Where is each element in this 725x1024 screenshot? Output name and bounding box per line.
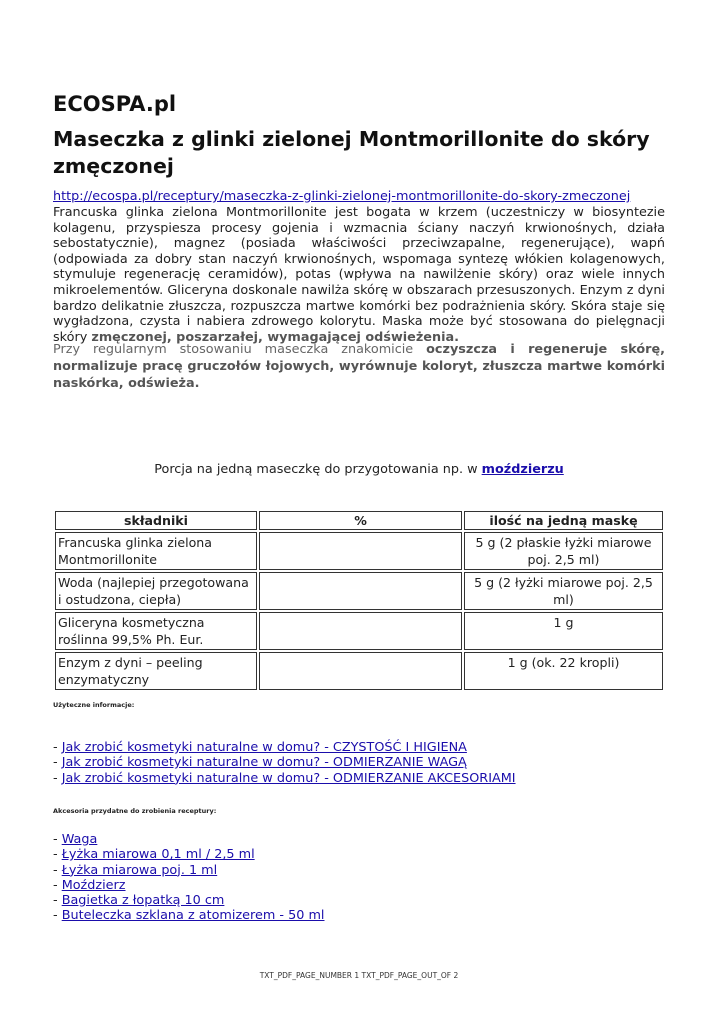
ingredient-name: Enzym z dyni – peeling enzymatyczny — [55, 652, 257, 690]
accessory-link[interactable]: Buteleczka szklana z atomizerem - 50 ml — [61, 908, 325, 924]
list-item: - Jak zrobić kosmetyki naturalne w domu? - ODMIERZANIE WAGĄ — [53, 755, 467, 771]
list-item: - Łyżka miarowa poj. 1 ml — [53, 862, 218, 878]
benefits-paragraph — [53, 341, 665, 392]
header-ingredients: składniki — [55, 511, 257, 530]
ingredient-amount: 1 g (ok. 22 kropli) — [464, 652, 663, 690]
accessory-link[interactable]: Łyżka miarowa poj. 1 ml — [61, 862, 218, 878]
list-item: - Buteleczka szklana z atomizerem - 50 ml — [53, 908, 325, 924]
accessory-link[interactable]: Łyżka miarowa 0,1 ml / 2,5 ml — [61, 847, 255, 863]
description-text: Francuska glinka zielona Montmorillonite jest bogata w krzem (uczestniczy w biosyntezie kolagenu, przyspiesza procesy gojenia i wzmacnia ściany naczyń krwionośnych, działa sebostatycznie), magnez (posiada właściwości przeciwzapalne, regenerujące), wapń (odpowiada za dobry stan naczyń krwionośnych, wspomaga syntezę włókien kolagenowych, stymuluje regenerację ceramidów), potas (wpływa na nawilżenie skóry) oraz wiele innych mikroelementów. Gliceryna doskonale nawilża skórę w obszarach przesuszonych. Enzym z dyni bardzo delikatnie złuszcza, rozpuszcza martwe komórki bez podrażnienia skóry. Skóra staje się wygładzona, czysta i nabiera zdrowego kolorytu. Maska może być stosowana do pielęgnacji skóry — [53, 205, 665, 345]
benefits-text: Przy regularnym stosowaniu maseczka znakomicie — [53, 342, 414, 357]
useful-link[interactable]: Jak zrobić kosmetyki naturalne w domu? - ODMIERZANIE WAGĄ — [61, 755, 467, 771]
list-item: - Jak zrobić kosmetyki naturalne w domu? - CZYSTOŚĆ I HIGIENA — [53, 740, 467, 755]
header-percent: % — [259, 511, 462, 530]
list-item: - Łyżka miarowa 0,1 ml / 2,5 ml — [53, 847, 255, 863]
ingredient-name: Gliceryna kosmetyczna roślinna 99,5% Ph. Eur. — [55, 612, 257, 650]
list-item: - Moździerz — [53, 877, 126, 893]
ingredient-amount: 5 g (2 łyżki miarowe poj. 2,5 ml) — [464, 572, 663, 610]
useful-links-list — [53, 740, 516, 786]
ingredient-name: Woda (najlepiej przegotowana i ostudzona, ciepła) — [55, 572, 257, 610]
useful-link[interactable]: Jak zrobić kosmetyki naturalne w domu? - ODMIERZANIE AKCESORIAMI — [61, 770, 516, 786]
table-row — [55, 532, 663, 570]
list-item: - Waga — [53, 832, 98, 847]
ingredient-percent — [259, 612, 462, 650]
recipe-url-link[interactable]: http://ecospa.pl/receptury/maseczka-z-glinki-zielonej-montmorillonite-do-skory-zmeczonej — [53, 189, 631, 204]
list-item: - Bagietka z łopatką 10 cm — [53, 893, 225, 909]
useful-info-heading: Użyteczne informacje: — [53, 701, 135, 709]
accessory-link[interactable]: Moździerz — [61, 877, 126, 893]
accessories-list — [53, 832, 325, 924]
ingredient-percent — [259, 532, 462, 570]
accessories-heading: Akcesoria przydatne do zrobienia receptury: — [53, 807, 217, 815]
header-amount: ilość na jedną maskę — [464, 511, 663, 530]
benefits-bold-text: oczyszcza i regeneruje skórę, normalizuje pracę gruczołów łojowych, wyrównuje koloryt, złuszcza martwe komórki naskórka, odświeża. — [53, 342, 665, 391]
useful-link[interactable]: Jak zrobić kosmetyki naturalne w domu? - CZYSTOŚĆ I HIGIENA — [61, 740, 467, 755]
portion-note — [53, 462, 665, 477]
table-row — [55, 612, 663, 650]
table-row — [55, 652, 663, 690]
mortar-link[interactable]: moździerzu — [481, 462, 564, 477]
ingredient-amount: 5 g (2 płaskie łyżki miarowe poj. 2,5 ml) — [464, 532, 663, 570]
ingredient-name: Francuska glinka zielona Montmorillonite — [55, 532, 257, 570]
ingredient-percent — [259, 572, 462, 610]
ingredient-percent — [259, 652, 462, 690]
accessory-link[interactable]: Bagietka z łopatką 10 cm — [61, 893, 225, 909]
ingredient-amount: 1 g — [464, 612, 663, 650]
portion-text: Porcja na jedną maseczkę do przygotowania np. w — [154, 462, 478, 477]
table-header-row — [55, 511, 663, 530]
page-footer: TXT_PDF_PAGE_NUMBER 1 TXT_PDF_PAGE_OUT_OF 2 — [259, 971, 459, 980]
list-item: - Jak zrobić kosmetyki naturalne w domu? - ODMIERZANIE AKCESORIAMI — [53, 770, 516, 786]
accessory-link[interactable]: Waga — [61, 832, 98, 847]
page-title: Maseczka z glinki zielonej Montmorillonite do skóry zmęczonej — [53, 127, 650, 178]
description-bold-text: zmęczonej, poszarzałej, wymagającej odświeżenia. — [91, 329, 459, 345]
description-paragraph — [53, 205, 665, 345]
site-name: ECOSPA.pl — [53, 92, 177, 116]
ingredients-table — [53, 509, 665, 692]
table-row — [55, 572, 663, 610]
